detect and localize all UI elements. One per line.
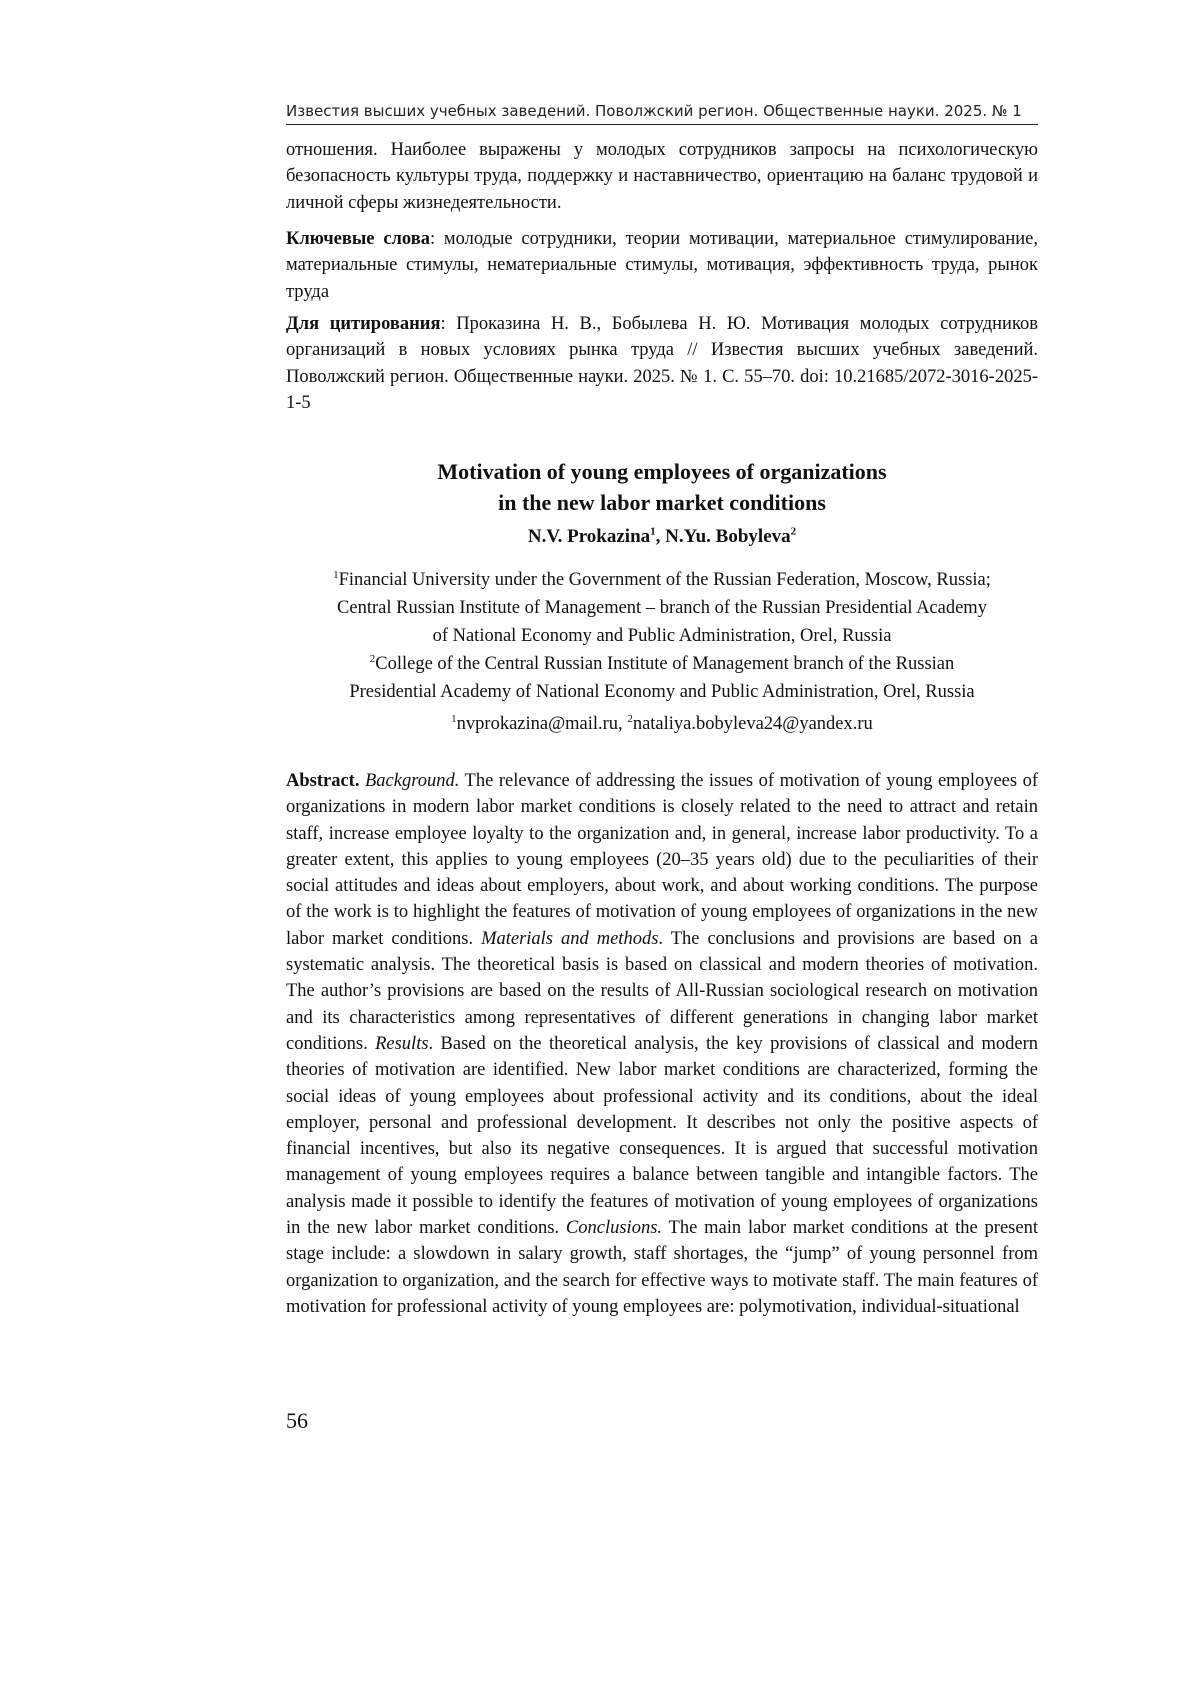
affil-line-3: of National Economy and Public Administration, Orel, Russia [432, 626, 892, 646]
email-1-sup: 1 [451, 712, 457, 725]
conclusions-label: Conclusions. [565, 1218, 663, 1239]
affil-line-1: Financial University under the Government of the Russian Federation, Moscow, Russia; [338, 570, 991, 590]
affil-1-sup: 1 [333, 568, 339, 581]
journal-running-header: Известия высших учебных заведений. Поволжский регион. Общественные науки. 2025. № 1 [286, 102, 1038, 125]
affil-2-sup: 2 [369, 652, 376, 665]
page-number: 56 [286, 1408, 308, 1433]
author-2: N.Yu. Bobyleva [665, 526, 791, 547]
authors [286, 526, 1038, 548]
citation-ru [286, 311, 1038, 416]
keywords-text: : молодые сотрудники, теории мотивации, материальное стимулирование, материальные стимулы, нематериальные стимулы, мотивация, эффективность труда, рынок труда [286, 229, 1039, 302]
email-1: nvprokazina@mail.ru, [456, 714, 628, 734]
email-2-sup: 2 [627, 712, 633, 725]
lead-paragraph: отношения. Наиболее выражены у молодых сотрудников запросы на психологическую безопасность культуры труда, поддержку и наставничество, ориентацию на баланс трудовой и личной сферы жизнедеятельности. [286, 140, 1038, 213]
author-2-sup: 2 [790, 525, 797, 538]
results-label: Results [375, 1033, 429, 1054]
results-text: . Based on the theoretical analysis, the key provisions of classical and modern theories of motivation are identified. New labor market conditions are characterized, forming the social ideas of young employees about professional activity and its conditions, about the ideal employer, personal and professional development. It describes not only the positive aspects of financial incentives, but also its negative consequences. It is argued that successful motivation management of young employees requires a balance between tangible and intangible factors. The analysis made it possible to identify the features of motivation of young employees of organizations in the new labor market conditions. [286, 1033, 1038, 1239]
citation-text: : Проказина Н. В., Бобылева Н. Ю. Мотивация молодых сотрудников организаций в новых условиях рынка труда // Известия высших учебных заведений. Поволжский регион. Общественные науки. 2025. № 1. С. 55–70. doi: 10.21685/2072-3016-2025-1-5 [286, 314, 1038, 413]
title-line-2: in the new labor market conditions [498, 490, 826, 515]
keywords-ru [286, 226, 1038, 305]
email-2: nataliya.bobyleva24@yandex.ru [632, 714, 873, 734]
author-separator: , [655, 526, 666, 547]
affil-line-2: Central Russian Institute of Management – branch of the Russian Presidential Academy [337, 598, 987, 618]
affil-line-5: Presidential Academy of National Economy and Public Administration, Orel, Russia [349, 682, 975, 702]
abstract-en [286, 768, 1038, 1320]
author-1: N.V. Prokazina [527, 526, 651, 547]
materials-methods-text: . The conclusions and provisions are based on a systematic analysis. The theoretical basis is based on classical and modern theories of motivation. The author’s provisions are based on the results of All-Russian sociological research on motivation and its characteristics among representatives of different generations in changing labor market conditions. [286, 928, 1038, 1054]
abstract-ru-continuation [286, 137, 1038, 216]
article-title-en [286, 456, 1038, 518]
background-text: The relevance of addressing the issues of motivation of young employees of organizations in modern labor market conditions is closely related to the need to attract and retain staff, increase employee loyalty to the organization and, in general, increase labor productivity. To a greater extent, this applies to young employees (20–35 years old) due to the peculiarities of their social attitudes and ideas about employers, about work, and about working conditions. The purpose of the work is to highlight the features of motivation of young employees of organizations in the new labor market conditions. [286, 771, 1039, 949]
title-line-1: Motivation of young employees of organizations [437, 459, 887, 484]
keywords-label: Ключевые слова [286, 229, 430, 249]
author-emails [286, 714, 1038, 735]
affil-line-4: College of the Central Russian Institute of Management branch of the Russian [375, 654, 955, 674]
author-1-sup: 1 [650, 525, 656, 538]
abstract-label: Abstract. [286, 771, 360, 791]
conclusions-text: The main labor market conditions at the present stage include: a slowdown in salary growth, staff shortages, the “jump” of young personnel from organization to organization, and the search for effective ways to motivate staff. The main features of motivation for professional activity of young employees are: polymotivation, individual-situational [286, 1218, 1038, 1317]
materials-methods-label: Materials and methods [481, 928, 659, 949]
background-label: Background. [365, 771, 460, 791]
affiliations [286, 566, 1038, 706]
citation-label: Для цитирования [286, 314, 441, 334]
